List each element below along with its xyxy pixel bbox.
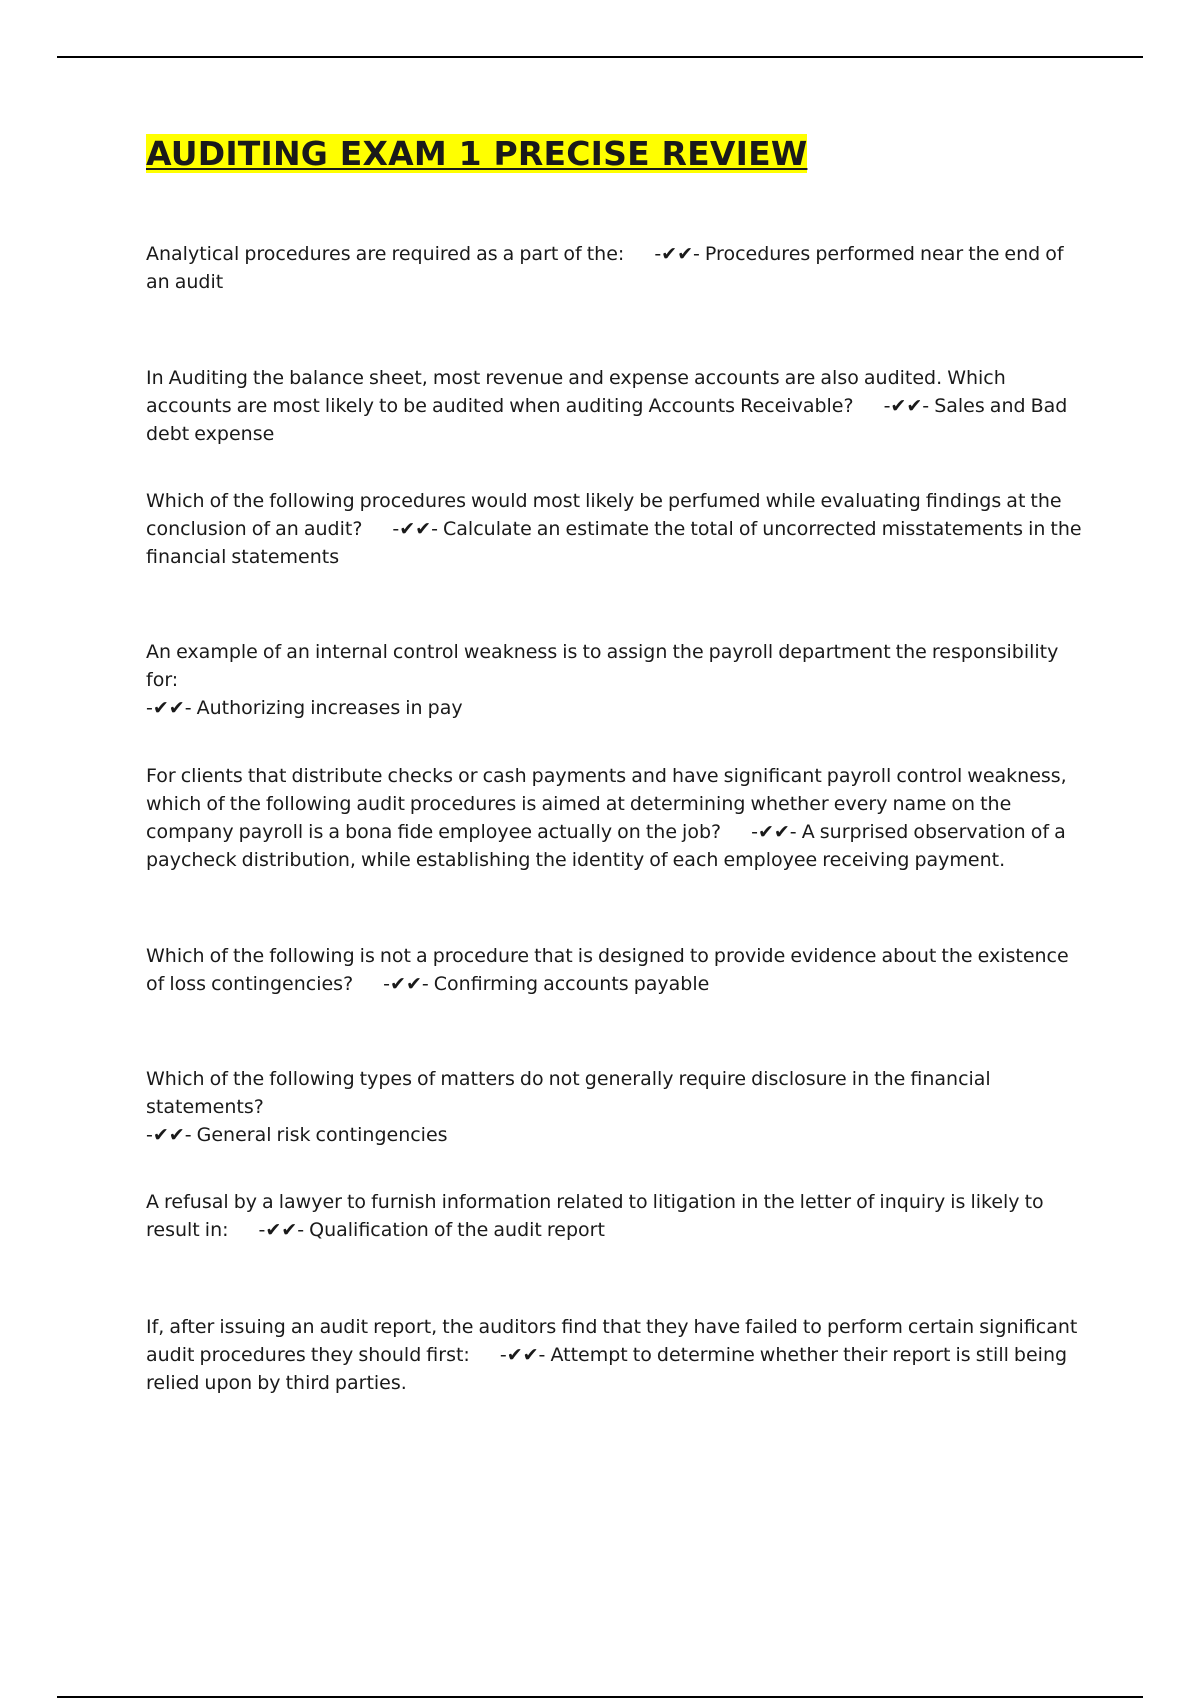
question-text: Which of the following is not a procedure that is designed to provide evidence about the existence of loss contingencies?: [146, 945, 1069, 995]
footer-rule: [57, 1696, 1143, 1698]
answer-text: Procedures performed near the end of an audit: [146, 243, 1064, 293]
question-text: If, after issuing an audit report, the auditors find that they have failed to perform certain significant audit procedures they should first:: [146, 1316, 1078, 1366]
qa-item-2: [146, 364, 1091, 448]
question-text: An example of an internal control weakness is to assign the payroll department the responsibility for:: [146, 641, 1059, 691]
answer-marker: -✔✔-: [499, 1344, 546, 1366]
header-rule: [57, 56, 1143, 58]
answer-marker: -✔✔-: [392, 518, 438, 540]
qa-item-9: [146, 1313, 1091, 1397]
answer-marker: -✔✔-: [883, 395, 930, 417]
answer-marker: -✔✔-: [751, 821, 797, 843]
answer-text: Authorizing increases in pay: [196, 697, 463, 719]
qa-item-3: [146, 487, 1091, 571]
qa-item-7: [146, 1065, 1091, 1149]
question-text: Analytical procedures are required as a part of the:: [146, 243, 625, 265]
answer-text: A surprised observation of a paycheck distribution, while establishing the identity of each employee receiving payment.: [146, 821, 1066, 871]
answer-text: Sales and Bad debt expense: [146, 395, 1068, 445]
answer-text: Qualification of the audit report: [309, 1219, 605, 1241]
answer-marker: -✔✔-: [146, 1124, 192, 1146]
qa-item-4: [146, 638, 1091, 722]
answer-marker: -✔✔-: [258, 1219, 305, 1241]
qa-item-1: [146, 240, 1091, 296]
answer-text: Calculate an estimate the total of uncorrected misstatements in the financial statements: [146, 518, 1082, 568]
qa-item-8: [146, 1188, 1091, 1244]
question-text: In Auditing the balance sheet, most revenue and expense accounts are also audited. Which accounts are most likely to be audited when auditing Accounts Receivable?: [146, 367, 1006, 417]
question-text: For clients that distribute checks or cash payments and have significant payroll control weakness, which of the following audit procedures is aimed at determining whether every name on the company payroll is a bona fide employee actually on the job?: [146, 765, 1067, 843]
qa-item-6: [146, 942, 1091, 998]
answer-text: Attempt to determine whether their report is still being relied upon by third parties.: [146, 1344, 1068, 1394]
answer-marker: -✔✔-: [146, 697, 192, 719]
question-text: Which of the following types of matters do not generally require disclosure in the financial statements?: [146, 1068, 991, 1118]
answer-text: General risk contingencies: [196, 1124, 448, 1146]
answer-marker: -✔✔-: [383, 973, 429, 995]
qa-item-5: [146, 762, 1091, 874]
answer-text: Confirming accounts payable: [433, 973, 710, 995]
question-text: A refusal by a lawyer to furnish information related to litigation in the letter of inquiry is likely to result in:: [146, 1191, 1044, 1241]
question-text: Which of the following procedures would most likely be perfumed while evaluating findings at the conclusion of an audit?: [146, 490, 1062, 540]
title-highlight: AUDITING EXAM 1 PRECISE REVIEW: [146, 134, 808, 173]
document-title: [146, 134, 807, 174]
answer-marker: -✔✔-: [654, 243, 700, 265]
